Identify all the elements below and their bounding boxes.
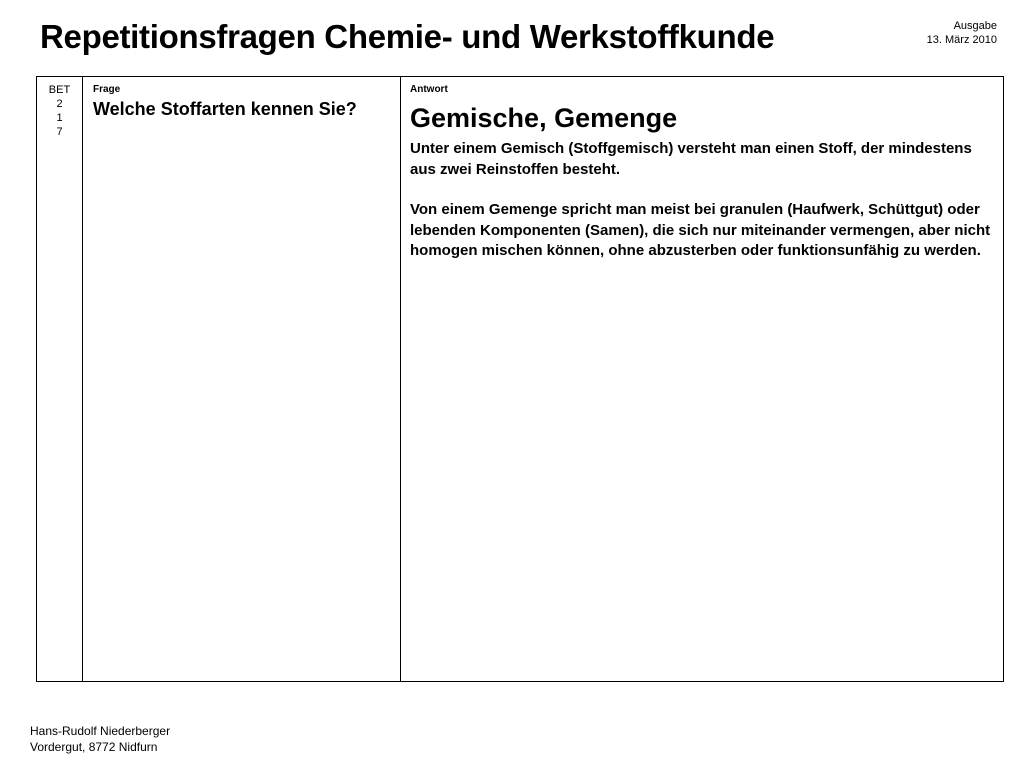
answer-column (401, 77, 1003, 681)
footer-address: Vordergut, 8772 Nidfurn (30, 740, 158, 754)
question-label: Frage (93, 84, 121, 95)
edition-label: Ausgabe (953, 20, 997, 32)
footer-author-info (30, 723, 170, 755)
reference-number-2: 1 (56, 112, 63, 124)
answer-paragraph-1: Unter einem Gemisch (Stoffgemisch) versteht man einen Stoff, der mindestens aus zwei Reinstoffen besteht. (410, 140, 972, 178)
page-title: Repetitionsfragen Chemie- und Werkstoffkunde (40, 18, 775, 55)
edition-info (927, 19, 997, 47)
answer-heading: Gemische, Gemenge (410, 103, 678, 133)
question-column (83, 77, 401, 681)
reference-column (37, 77, 83, 681)
answer-label: Antwort (410, 84, 448, 95)
question-text: Welche Stoffarten kennen Sie? (93, 99, 357, 119)
reference-number-1: 2 (56, 98, 63, 110)
footer-author: Hans-Rudolf Niederberger (30, 724, 171, 738)
edition-date: 13. März 2010 (926, 34, 997, 46)
reference-number-3: 7 (56, 126, 63, 138)
answer-paragraph-2: Von einem Gemenge spricht man meist bei granulen (Haufwerk, Schüttgut) oder lebenden Komponenten (Samen), die sich nur miteinander vermengen, aber nicht homogen mischen können, ohne abzusterben oder funktionsunfähig zu werden. (410, 201, 991, 259)
question-card (36, 76, 1004, 682)
reference-label: BET (48, 84, 71, 96)
